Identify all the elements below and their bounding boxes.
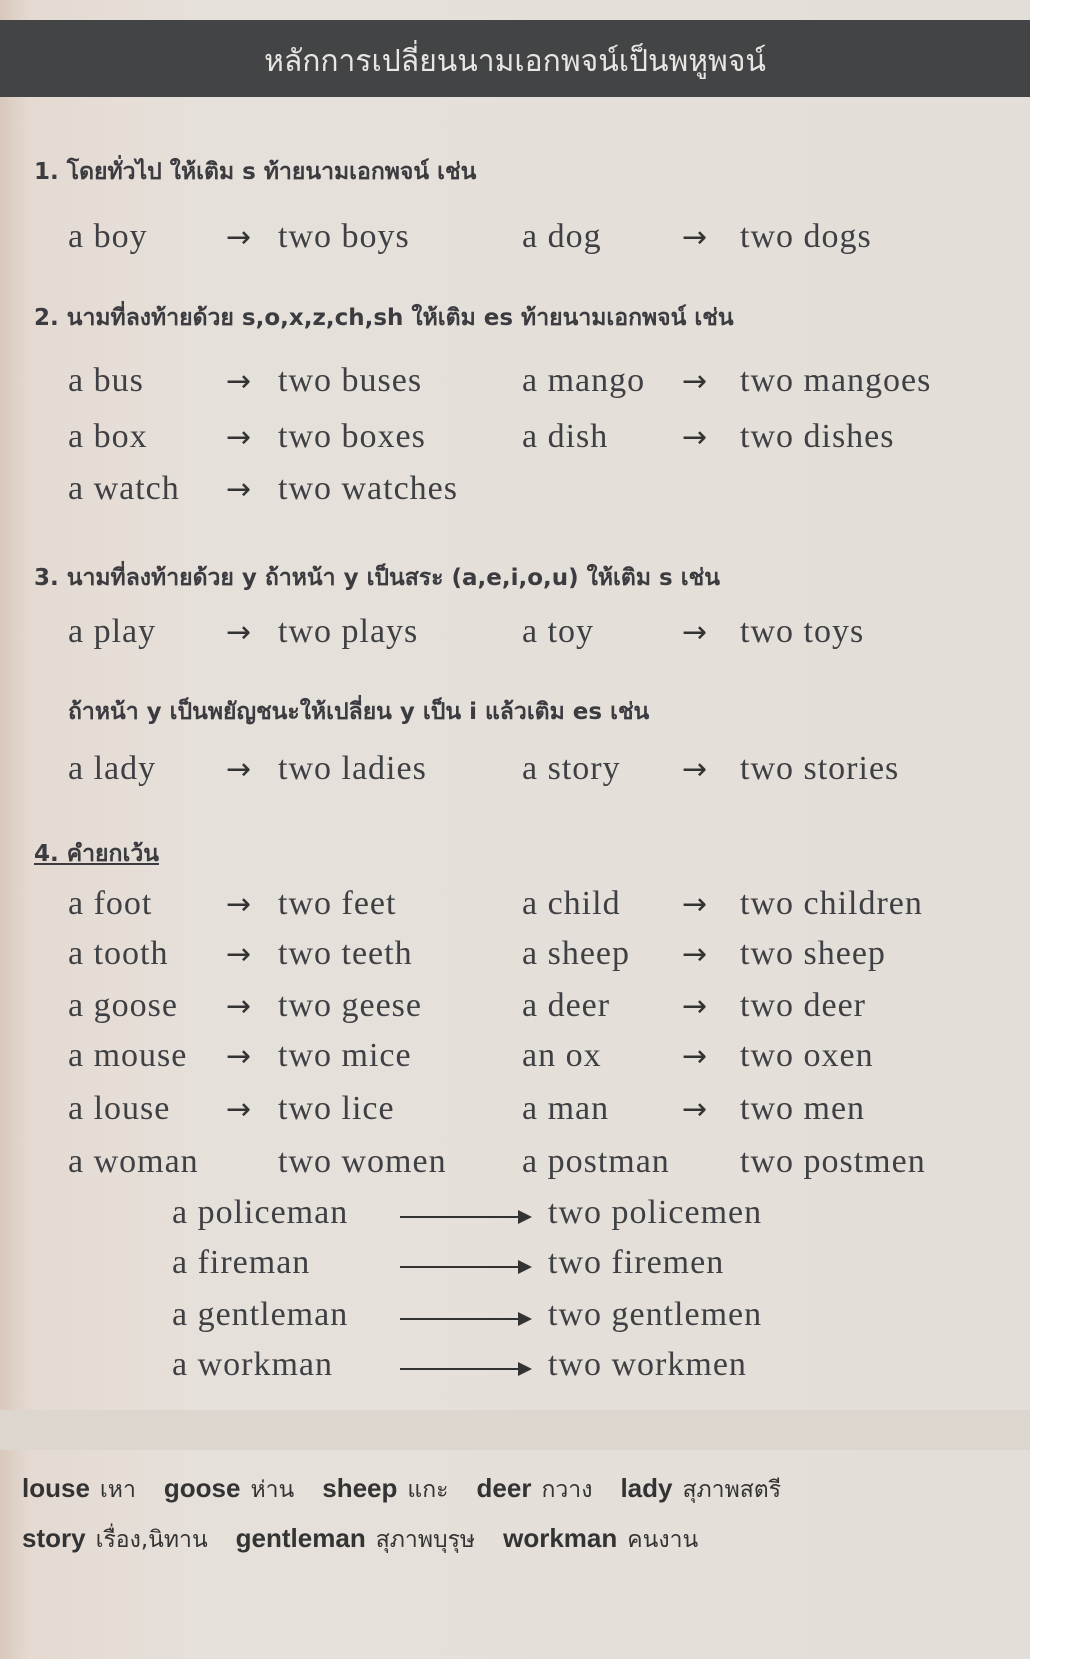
singular-right: an ox bbox=[522, 1037, 602, 1074]
singular-left: a woman bbox=[68, 1143, 199, 1180]
plural-left: two feet bbox=[278, 885, 397, 922]
singular-left: a play bbox=[68, 613, 157, 650]
rule-3b: ถ้าหน้า y เป็นพยัญชนะให้เปลี่ยน y เป็น i แล้วเติม es เช่น bbox=[68, 699, 650, 725]
title-banner bbox=[0, 20, 1030, 97]
glossary-term: goose bbox=[163, 1473, 241, 1503]
plural-left: two geese bbox=[278, 987, 423, 1024]
long-arrow-icon bbox=[400, 1368, 530, 1370]
glossary-term: lady bbox=[620, 1473, 673, 1503]
plural-left: two lice bbox=[278, 1090, 395, 1127]
arrow-icon: → bbox=[226, 420, 252, 455]
singular-right: a dish bbox=[522, 418, 609, 455]
arrow-icon: → bbox=[682, 989, 708, 1024]
singular-left: a tooth bbox=[68, 935, 169, 972]
singular-left: a lady bbox=[68, 750, 157, 787]
plural-right: two mangoes bbox=[740, 362, 932, 399]
plural-left: two boxes bbox=[278, 418, 426, 455]
singular-right: a mango bbox=[522, 362, 646, 399]
plural-right: two deer bbox=[740, 987, 867, 1024]
long-arrow-icon bbox=[400, 1266, 530, 1268]
singular-compound: a fireman bbox=[172, 1244, 311, 1281]
glossary-meaning: เรื่อง,นิทาน bbox=[95, 1527, 208, 1553]
singular-right: a dog bbox=[522, 218, 602, 255]
glossary-term: story bbox=[22, 1523, 86, 1553]
glossary-line bbox=[22, 1472, 809, 1508]
singular-compound: a policeman bbox=[172, 1194, 349, 1231]
glossary-meaning: สุภาพบุรุษ bbox=[375, 1527, 476, 1553]
arrow-icon: → bbox=[226, 220, 252, 255]
arrow-icon: → bbox=[682, 420, 708, 455]
arrow-icon: → bbox=[682, 615, 708, 650]
plural-right: two stories bbox=[740, 750, 900, 787]
glossary-meaning: กวาง bbox=[541, 1477, 593, 1503]
plural-right: two dishes bbox=[740, 418, 895, 455]
divider-band bbox=[0, 1410, 1030, 1450]
plural-left: two ladies bbox=[278, 750, 427, 787]
glossary-meaning: แกะ bbox=[407, 1477, 449, 1503]
glossary-term: louse bbox=[22, 1473, 90, 1503]
glossary-line bbox=[22, 1522, 726, 1558]
arrow-icon: → bbox=[226, 937, 252, 972]
plural-left: two plays bbox=[278, 613, 419, 650]
plural-compound: two policemen bbox=[548, 1194, 763, 1231]
glossary-term: sheep bbox=[322, 1473, 398, 1503]
plural-left: two mice bbox=[278, 1037, 412, 1074]
plural-right: two toys bbox=[740, 613, 865, 650]
singular-left: a bus bbox=[68, 362, 144, 399]
rule-3: 3. นามที่ลงท้ายด้วย y ถ้าหน้า y เป็นสระ (a,e,i,o,u) ให้เติม s เช่น bbox=[34, 565, 720, 591]
singular-right: a story bbox=[522, 750, 621, 787]
plural-right: two children bbox=[740, 885, 923, 922]
arrow-icon: → bbox=[682, 1092, 708, 1127]
singular-right: a sheep bbox=[522, 935, 631, 972]
long-arrow-icon bbox=[400, 1216, 530, 1218]
plural-right: two oxen bbox=[740, 1037, 874, 1074]
singular-right: a man bbox=[522, 1090, 610, 1127]
plural-compound: two firemen bbox=[548, 1244, 725, 1281]
plural-left: two women bbox=[278, 1143, 447, 1180]
arrow-icon: → bbox=[226, 472, 252, 507]
singular-compound: a gentleman bbox=[172, 1296, 349, 1333]
glossary-meaning: เหา bbox=[99, 1477, 136, 1503]
arrow-icon: → bbox=[226, 615, 252, 650]
glossary-meaning: สุภาพสตรี bbox=[682, 1477, 782, 1503]
plural-right: two dogs bbox=[740, 218, 872, 255]
arrow-icon: → bbox=[682, 937, 708, 972]
rule-4 bbox=[34, 836, 159, 872]
plural-compound: two workmen bbox=[548, 1346, 747, 1383]
page-title: หลักการเปลี่ยนนามเอกพจน์เป็นพหูพจน์ bbox=[264, 44, 766, 79]
rule-1: 1. โดยทั่วไป ให้เติม s ท้ายนามเอกพจน์ เช่น bbox=[34, 159, 477, 185]
plural-compound: two gentlemen bbox=[548, 1296, 763, 1333]
arrow-icon: → bbox=[682, 752, 708, 787]
page-margin bbox=[1030, 0, 1090, 1659]
arrow-icon: → bbox=[682, 887, 708, 922]
singular-compound: a workman bbox=[172, 1346, 334, 1383]
rule-2: 2. นามที่ลงท้ายด้วย s,o,x,z,ch,sh ให้เติม es ท้ายนามเอกพจน์ เช่น bbox=[34, 305, 734, 331]
arrow-icon: → bbox=[226, 752, 252, 787]
arrow-icon: → bbox=[682, 1039, 708, 1074]
glossary-term: deer bbox=[476, 1473, 532, 1503]
arrow-icon: → bbox=[226, 887, 252, 922]
singular-right: a postman bbox=[522, 1143, 670, 1180]
singular-left: a watch bbox=[68, 470, 180, 507]
arrow-icon: → bbox=[226, 989, 252, 1024]
glossary-meaning: ห่าน bbox=[250, 1477, 295, 1503]
singular-left: a mouse bbox=[68, 1037, 188, 1074]
arrow-icon: → bbox=[226, 1039, 252, 1074]
singular-left: a louse bbox=[68, 1090, 171, 1127]
arrow-icon: → bbox=[682, 220, 708, 255]
singular-right: a toy bbox=[522, 613, 595, 650]
glossary-term: workman bbox=[503, 1523, 618, 1553]
singular-right: a deer bbox=[522, 987, 611, 1024]
plural-left: two buses bbox=[278, 362, 423, 399]
arrow-icon: → bbox=[682, 364, 708, 399]
plural-left: two watches bbox=[278, 470, 459, 507]
plural-right: two postmen bbox=[740, 1143, 926, 1180]
long-arrow-icon bbox=[400, 1318, 530, 1320]
plural-left: two teeth bbox=[278, 935, 413, 972]
singular-right: a child bbox=[522, 885, 621, 922]
plural-right: two sheep bbox=[740, 935, 886, 972]
rule-4-label: 4. คำยกเว้น bbox=[34, 841, 159, 867]
singular-left: a box bbox=[68, 418, 148, 455]
glossary-meaning: คนงาน bbox=[627, 1527, 699, 1553]
singular-left: a goose bbox=[68, 987, 178, 1024]
glossary-term: gentleman bbox=[235, 1523, 366, 1553]
plural-left: two boys bbox=[278, 218, 410, 255]
plural-right: two men bbox=[740, 1090, 866, 1127]
arrow-icon: → bbox=[226, 364, 252, 399]
singular-left: a boy bbox=[68, 218, 148, 255]
arrow-icon: → bbox=[226, 1092, 252, 1127]
singular-left: a foot bbox=[68, 885, 153, 922]
